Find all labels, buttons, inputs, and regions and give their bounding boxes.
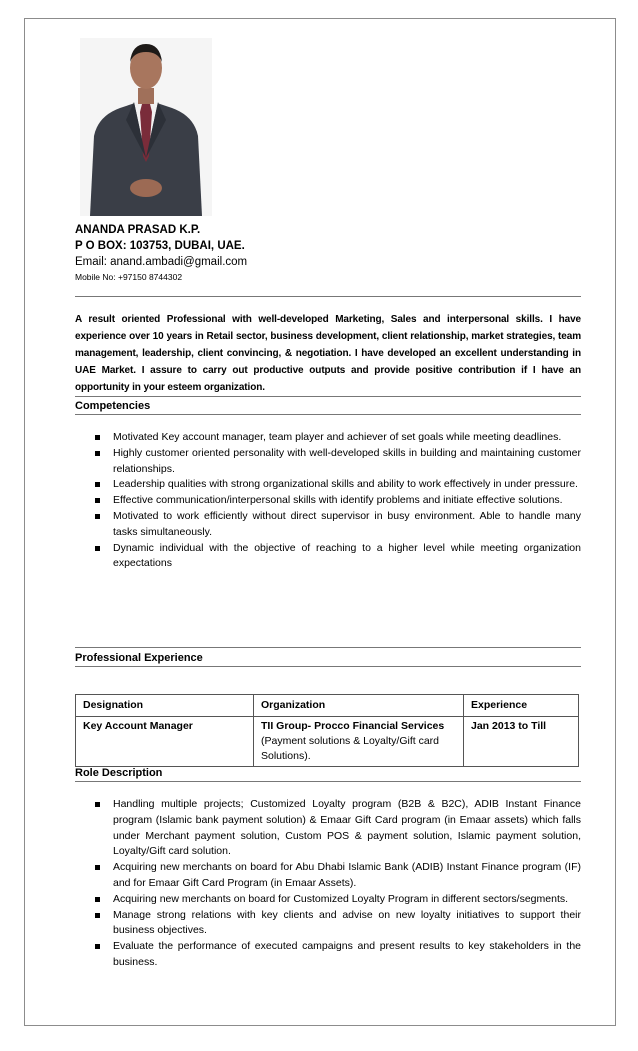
contact-block	[75, 222, 581, 284]
profile-summary: A result oriented Professional with well-developed Marketing, Sales and interpersonal skills. I have experience over 10 years in Retail sector, business development, client relationship, market strategies, team management, leadership, client convincing, & negotiation. I have developed an excellent understanding in UAE Market. I assure to carry out productive outputs and provide positive contribution if I have an opportunity in your esteem organization.	[75, 314, 581, 393]
period-cell: Jan 2013 to Till	[464, 717, 579, 767]
bullet-icon	[95, 802, 100, 807]
list-item: Highly customer oriented personality with well-developed skills in building and maintaining customer relationships.	[95, 446, 581, 478]
column-header-designation: Designation	[76, 695, 254, 717]
profile-photo	[80, 38, 212, 216]
bullet-icon	[95, 865, 100, 870]
bullet-icon	[95, 546, 100, 551]
mobile-number: Mobile No: +97150 8744302	[75, 272, 183, 282]
divider	[75, 666, 581, 667]
postal-address: P O BOX: 103753, DUBAI, UAE.	[75, 240, 245, 252]
list-item: Manage strong relations with key clients and advise on new loyalty initiatives to support their business objectives.	[95, 908, 581, 940]
divider	[75, 781, 581, 782]
designation-cell: Key Account Manager	[76, 717, 254, 767]
list-item: Effective communication/interpersonal skills with identify problems and initiate effective solutions.	[95, 493, 581, 509]
role-list	[95, 797, 581, 971]
competencies-heading: Competencies	[75, 400, 151, 412]
list-item: Handling multiple projects; Customized Loyalty program (B2B & B2C), ADIB Instant Finance program (Islamic bank payment solution) & Emaar Gift Card program (in Emaar assets) which falls under Merchant payment solution, Custom POS & payment solution, Islamic payment solution, Loyalty/Gift card solution.	[95, 797, 581, 860]
divider	[75, 396, 581, 397]
list-item: Acquiring new merchants on board for Abu Dhabi Islamic Bank (ADIB) Instant Finance program (IF) and for Emaar Gift Card Program (in Emaar Assets).	[95, 860, 581, 892]
email-address[interactable]: Email: anand.ambadi@gmail.com	[75, 256, 248, 268]
bullet-icon	[95, 498, 100, 503]
experience-heading: Professional Experience	[75, 652, 203, 664]
table-row	[76, 717, 579, 767]
person-portrait-icon	[80, 38, 212, 216]
role-heading: Role Description	[75, 767, 163, 779]
divider	[75, 296, 581, 297]
bullet-icon	[95, 451, 100, 456]
competencies-list	[95, 430, 581, 572]
list-item: Motivated Key account manager, team player and achiever of set goals while meeting deadlines.	[95, 430, 581, 446]
table-header-row	[76, 695, 579, 717]
bullet-icon	[95, 514, 100, 519]
list-item: Evaluate the performance of executed campaigns and present results to key stakeholders in the business.	[95, 939, 581, 971]
bullet-icon	[95, 435, 100, 440]
bullet-icon	[95, 944, 100, 949]
bullet-icon	[95, 913, 100, 918]
divider	[75, 647, 581, 648]
organization-detail: (Payment solutions & Loyalty/Gift card Solutions).	[261, 735, 439, 762]
bullet-icon	[95, 897, 100, 902]
list-item: Motivated to work efficiently without direct supervisor in busy environment. Able to handle many tasks simultaneously.	[95, 509, 581, 541]
organization-name: TII Group- Procco Financial Services	[261, 720, 445, 732]
candidate-name: ANANDA PRASAD K.P.	[75, 224, 201, 236]
column-header-experience: Experience	[464, 695, 579, 717]
divider	[75, 414, 581, 415]
organization-cell	[254, 717, 464, 767]
experience-table	[75, 694, 579, 767]
list-item: Dynamic individual with the objective of reaching to a higher level while meeting organization expectations	[95, 541, 581, 573]
list-item: Leadership qualities with strong organizational skills and ability to work effectively in under pressure.	[95, 477, 581, 493]
column-header-organization: Organization	[254, 695, 464, 717]
list-item: Acquiring new merchants on board for Customized Loyalty Program in different sectors/segments.	[95, 892, 581, 908]
bullet-icon	[95, 482, 100, 487]
